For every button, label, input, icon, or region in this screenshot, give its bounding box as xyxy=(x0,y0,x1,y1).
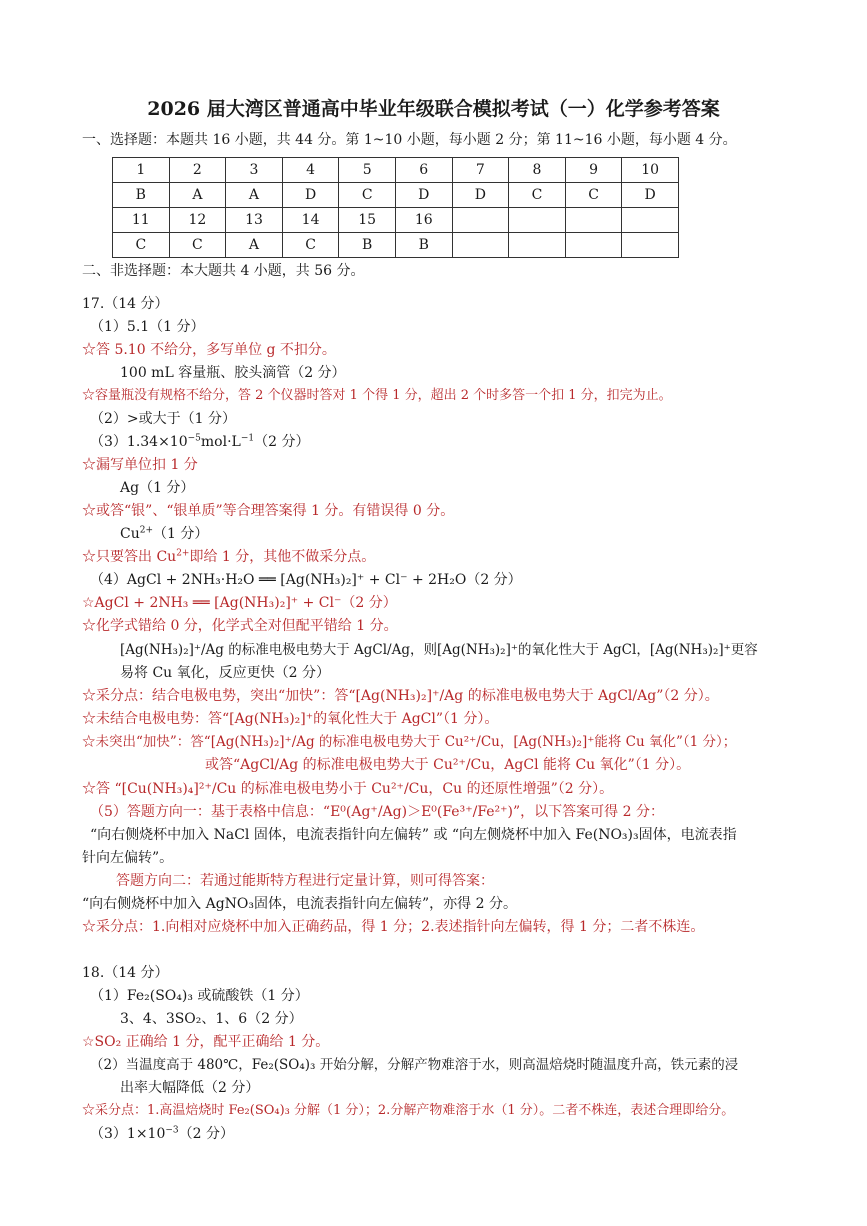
table-cell xyxy=(622,233,679,258)
table-row xyxy=(113,158,679,183)
table-cell: C xyxy=(565,183,622,208)
q17-part4-answer: 易将 Cu 氧化，反应更快（2 分） xyxy=(120,665,330,681)
table-cell: D xyxy=(395,183,452,208)
table-cell: C xyxy=(113,233,170,258)
table-cell: B xyxy=(339,233,396,258)
table-cell: 14 xyxy=(282,208,339,233)
table-cell xyxy=(509,208,566,233)
q17-part5-answer: “向右侧烧杯中加入 NaCl 固体，电流表指针向左偏转” 或 “向左侧烧杯中加入 Fe(NO₃)₃固体，电流表指 xyxy=(90,827,737,843)
q18-part1: （1）Fe₂(SO₄)₃ 或硫酸铁（1 分） xyxy=(90,988,309,1004)
table-cell: B xyxy=(113,183,170,208)
q17-part5-answer: 针向左偏转”。 xyxy=(82,850,174,866)
q17-part5-answer: “向右侧烧杯中加入 AgNO₃固体，电流表指针向左偏转”，亦得 2 分。 xyxy=(82,896,517,912)
q17-part5: （5）答题方向一：基于表格中信息：“E⁰(Ag⁺/Ag)＞E⁰(Fe³⁺/Fe²⁺)”，以下答案可得 2 分： xyxy=(90,804,664,820)
text-run: Cu xyxy=(120,526,140,542)
table-cell xyxy=(452,233,509,258)
table-cell: D xyxy=(452,183,509,208)
table-cell: 8 xyxy=(509,158,566,183)
q17-part3-answer: Ag（1 分） xyxy=(120,480,195,496)
table-cell: A xyxy=(226,183,283,208)
superscript: −1 xyxy=(240,433,255,444)
table-row xyxy=(113,183,679,208)
table-cell: 3 xyxy=(226,158,283,183)
table-cell xyxy=(509,233,566,258)
q17-note: ☆未突出“加快”：答“[Ag(NH₃)₂]⁺/Ag 的标准电极电势大于 Cu²⁺/Cu，[Ag(NH₃)₂]⁺能将 Cu 氧化”（1 分）； xyxy=(82,734,737,750)
q17-part1-answer: 100 mL 容量瓶、胶头滴管（2 分） xyxy=(120,365,346,381)
table-cell: D xyxy=(282,183,339,208)
table-cell: 16 xyxy=(395,208,452,233)
q17-note: ☆采分点：1.向相对应烧杯中加入正确药品，得 1 分；2.表述指针向左偏转，得 1 分；二者不株连。 xyxy=(82,919,705,935)
q17-part3 xyxy=(90,433,309,451)
table-cell: B xyxy=(395,233,452,258)
q17-part3-answer xyxy=(120,525,208,543)
table-row xyxy=(113,208,679,233)
text-run: （2 分） xyxy=(178,1126,234,1142)
q17-note: ☆答 “[Cu(NH₃)₄]²⁺/Cu 的标准电极电势小于 Cu²⁺/Cu，Cu 的还原性增强”（2 分）。 xyxy=(82,781,614,797)
table-row xyxy=(113,233,679,258)
q18-note: ☆SO₂ 正确给 1 分，配平正确给 1 分。 xyxy=(82,1034,330,1050)
table-cell: C xyxy=(509,183,566,208)
text-run: （3）1×10 xyxy=(90,1126,166,1142)
q18-note: ☆采分点：1.高温焙烧时 Fe₂(SO₄)₃ 分解（1 分）；2.分解产物难溶于水（1 分）。二者不株连，表述合理即给分。 xyxy=(82,1103,735,1118)
q17-note: 或答“AgCl/Ag 的标准电极电势大于 Cu²⁺/Cu，AgCl 能将 Cu 氧化”（1 分）。 xyxy=(205,757,691,773)
superscript: 2+ xyxy=(139,525,154,536)
q17-note xyxy=(82,548,375,566)
q18-part1-answer: 3、4、3SO₂、1、6（2 分） xyxy=(120,1011,303,1027)
q17-part4: （4）AgCl + 2NH₃·H₂O ══ [Ag(NH₃)₂]⁺ + Cl⁻ + 2H₂O（2 分） xyxy=(90,572,522,588)
q17-note: ☆AgCl + 2NH₃ ══ [Ag(NH₃)₂]⁺ + Cl⁻（2 分） xyxy=(82,595,397,611)
q17-part4-answer: [Ag(NH₃)₂]⁺/Ag 的标准电极电势大于 AgCl/Ag，则[Ag(NH₃)₂]⁺的氧化性大于 AgCl，[Ag(NH₃)₂]⁺更容 xyxy=(120,642,758,658)
table-cell: 15 xyxy=(339,208,396,233)
choice-answer-table xyxy=(112,157,679,258)
table-cell: 6 xyxy=(395,158,452,183)
superscript: −5 xyxy=(187,433,201,444)
table-cell: C xyxy=(339,183,396,208)
table-cell: 5 xyxy=(339,158,396,183)
q17-note: ☆漏写单位扣 1 分 xyxy=(82,457,198,473)
table-cell: D xyxy=(622,183,679,208)
page-title: 2026 届大湾区普通高中毕业年级联合模拟考试（一）化学参考答案 xyxy=(147,98,720,120)
table-cell xyxy=(622,208,679,233)
table-cell: 13 xyxy=(226,208,283,233)
q17-note: ☆答 5.10 不给分，多写单位 g 不扣分。 xyxy=(82,342,336,358)
q17-note: ☆采分点：结合电极电势，突出“加快”：答“[Ag(NH₃)₂]⁺/Ag 的标准电极电势大于 AgCl/Ag”（2 分）。 xyxy=(82,688,719,704)
table-cell xyxy=(452,208,509,233)
table-cell: A xyxy=(226,233,283,258)
q18-part3 xyxy=(90,1125,234,1143)
table-cell: A xyxy=(169,183,226,208)
table-cell: C xyxy=(282,233,339,258)
text-run: ☆只要答出 Cu xyxy=(82,549,177,565)
text-run: （2 分） xyxy=(254,434,310,450)
table-cell: 1 xyxy=(113,158,170,183)
q17-note: ☆或答“银”、“银单质”等合理答案得 1 分。有错误得 0 分。 xyxy=(82,503,455,519)
section-1-heading: 一、选择题：本题共 16 小题，共 44 分。第 1~10 小题，每小题 2 分；第 11~16 小题，每小题 4 分。 xyxy=(82,132,737,148)
table-cell: 7 xyxy=(452,158,509,183)
table-cell xyxy=(565,208,622,233)
q18-part2-answer: 出率大幅降低（2 分） xyxy=(120,1080,260,1096)
q17-part1: （1）5.1（1 分） xyxy=(90,319,205,335)
table-cell: 4 xyxy=(282,158,339,183)
table-cell: 11 xyxy=(113,208,170,233)
text-run: （3）1.34×10 xyxy=(90,434,188,450)
superscript: −3 xyxy=(165,1125,179,1136)
table-cell: C xyxy=(169,233,226,258)
q18-heading: 18.（14 分） xyxy=(82,965,169,981)
q17-part5-method2: 答题方向二：若通过能斯特方程进行定量计算，则可得答案： xyxy=(116,873,494,889)
q17-note: ☆化学式错给 0 分，化学式全对但配平错给 1 分。 xyxy=(82,618,398,634)
text-run: 即给 1 分，其他不做采分点。 xyxy=(189,549,376,565)
q17-part2: （2）>或大于（1 分） xyxy=(90,411,236,427)
table-cell: 9 xyxy=(565,158,622,183)
table-cell xyxy=(565,233,622,258)
section-2-heading: 二、非选择题：本大题共 4 小题，共 56 分。 xyxy=(82,263,365,279)
q17-note: ☆容量瓶没有规格不给分，答 2 个仪器时答对 1 个得 1 分，超出 2 个时多答一个扣 1 分，扣完为止。 xyxy=(82,388,672,403)
table-cell: 10 xyxy=(622,158,679,183)
text-run: mol·L xyxy=(200,434,241,450)
q17-note: ☆未结合电极电势：答“[Ag(NH₃)₂]⁺的氧化性大于 AgCl”（1 分）。 xyxy=(82,711,499,727)
table-cell: 2 xyxy=(169,158,226,183)
text-run: （1 分） xyxy=(153,526,209,542)
table-cell: 12 xyxy=(169,208,226,233)
q18-part2: （2）当温度高于 480℃，Fe₂(SO₄)₃ 开始分解，分解产物难溶于水，则高温焙烧时随温度升高，铁元素的浸 xyxy=(90,1057,739,1073)
q17-heading: 17.（14 分） xyxy=(82,296,169,312)
superscript: 2+ xyxy=(176,548,190,559)
